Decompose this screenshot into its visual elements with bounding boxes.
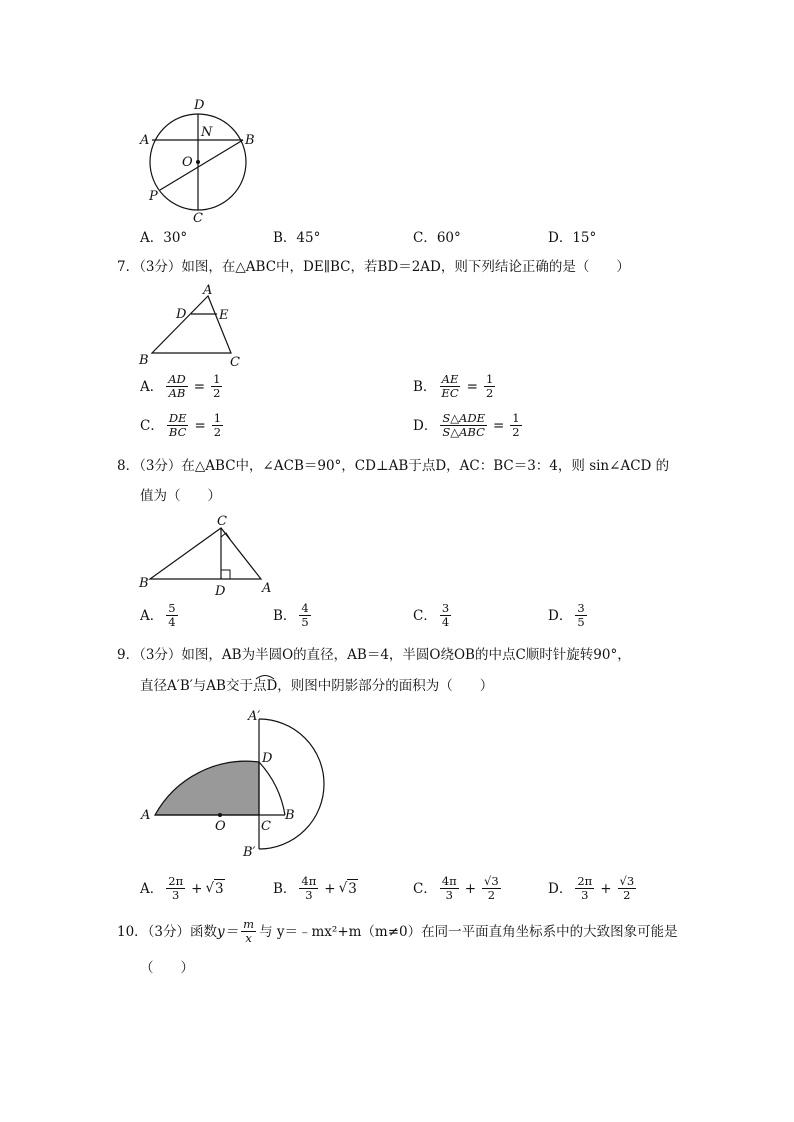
q8-label-A: A [262,581,272,596]
q9-label-B1: B′ [243,845,256,860]
q9-c-rnum: √3 [484,874,499,888]
q9-b-den: 3 [305,888,313,902]
q9-b-root: 3 [348,881,357,897]
q10-rest: 与 y＝﹣mx²+m（m≠0）在同一平面直角坐标系中的大致图象可能是 [259,923,678,940]
q7-b-den: EC [441,386,459,400]
q9-option-d-prefix: D． [548,880,573,897]
q8-option-d[interactable] [548,602,590,629]
q8-c-num: 3 [441,601,450,615]
q8-label-D: D [215,584,226,598]
q9-label-D: D [262,751,273,766]
q8-label-B: B [139,576,149,591]
q8-question-text-line2: 值为（ ） [140,488,221,504]
q6-option-b[interactable]: B．45° [273,230,321,246]
q10-fnum: m [243,917,255,931]
q9-b-plus: + [324,880,336,897]
q7-triangle-figure [135,282,255,370]
q9-label-A1: A′ [248,709,261,724]
q7-question-text: 7．（3分）如图，在△ABC中，DE∥BC，若BD＝2AD，则下列结论正确的是（ ） [117,259,630,275]
q9-a-den: 3 [172,888,180,902]
q8-b-num: 4 [301,601,309,615]
q9-option-b[interactable] [273,875,358,902]
q6-option-c[interactable]: C．60° [413,230,461,246]
q9-d-rnum: √3 [619,874,635,888]
q7-a-num: AD [168,372,186,386]
q9-semicircle-figure [135,706,335,866]
q8-option-a-prefix: A． [140,607,164,624]
q9-a-plus: + [191,880,203,897]
q8-d-num: 3 [577,601,585,615]
q7-option-c-prefix: C． [140,417,164,434]
q9-d-den: 3 [581,888,589,902]
q7-b-rden: 2 [485,386,494,400]
q10-question-text [117,918,678,945]
q7-b-rnum: 1 [485,372,494,386]
q9-option-b-prefix: B． [273,880,297,897]
q7-d-rden: 2 [512,425,520,439]
q8-label-C: C [217,514,227,529]
q6-label-N: N [201,125,213,140]
q6-label-C: C [193,211,203,222]
q6-option-d[interactable]: D．15° [548,230,597,246]
q9-c-num: 4π [441,874,457,888]
q7-option-d-prefix: D． [413,417,438,434]
q7-b-num: AE [441,372,459,386]
q9-a-num: 2π [168,874,184,888]
q9-c-rden: 2 [487,888,496,902]
q8-d-den: 5 [577,615,585,629]
q8-question-text-line1: 8．（3分）在△ABC中，∠ACB＝90°，CD⊥AB于点D，AC：BC＝3：4，则 sin∠ACD 的 [117,458,670,474]
q7-label-B: B [139,353,149,368]
q9-option-d[interactable] [548,875,639,902]
q7-d-num: S△ADE [442,411,485,425]
q7-c-den: BC [168,425,187,439]
q7-option-d[interactable]: D． $\frac{\text{S△ADE}}{\text{S△ABC}}$ = $\frac{1}{2}$ [413,411,520,439]
q7-d-rnum: 1 [512,411,520,425]
q9-b-num: 4π [301,874,317,888]
q9-d-rden: 2 [623,888,631,902]
q7-option-b-prefix: B． [413,378,437,395]
q9-label-O: O [215,819,226,834]
q6-circle-figure [135,92,265,222]
q9-d-num: 2π [577,874,593,888]
q9-option-c[interactable] [413,875,504,902]
q7-option-a-prefix: A． [140,378,164,395]
q8-option-a[interactable] [140,602,181,629]
q7-label-E: E [219,308,229,323]
q7-a-den: AB [168,386,186,400]
sqrt-sign: √ [205,880,215,896]
arc-ab-mark [254,672,276,680]
q10-fden: x [245,931,252,945]
q9-option-a[interactable] [140,875,225,902]
q9-option-c-prefix: C． [413,880,437,897]
q7-option-a[interactable]: A． $\frac{AD}{AB}$ = $\frac{1}{2}$ [140,372,221,400]
q6-label-O: O [182,155,193,170]
q7-label-D: D [176,307,187,322]
q9-a-root: 3 [215,881,224,897]
q7-c-rden: 2 [213,425,222,439]
q9-question-text-line2: 直径A′B′与AB交于点D，则图中阴影部分的面积为（ ） [140,678,494,694]
q7-option-c[interactable]: C． $\frac{DE}{BC}$ = $\frac{1}{2}$ [140,411,222,439]
q8-a-num: 5 [168,601,176,615]
q8-c-den: 4 [441,615,450,629]
q8-option-c[interactable] [413,602,454,629]
q9-question-text-line1: 9．（3分）如图，AB为半圆O的直径，AB＝4，半圆O绕OB的中点C顺时针旋转90°， [117,647,631,663]
sqrt-sign: √ [338,880,348,896]
q7-a-rden: 2 [213,386,221,400]
q7-d-den: S△ABC [442,425,485,439]
q9-label-C: C [261,819,271,834]
q8-a-den: 4 [168,615,176,629]
q10-prefix: 10．（3分）函数 [117,923,218,940]
q6-label-D: D [194,98,205,113]
q9-d-plus: + [600,880,612,897]
q8-right-triangle-figure [135,512,280,598]
q10-y-eq: y＝ [217,923,239,940]
q7-label-A: A [203,283,213,298]
q9-label-B: B [285,808,295,823]
q6-label-B: B [245,133,255,148]
q9-option-a-prefix: A． [140,880,164,897]
q7-a-rnum: 1 [213,372,221,386]
q8-option-d-prefix: D． [548,607,573,624]
q10-question-text-line2: （ ） [140,960,194,976]
q7-option-b[interactable]: B． $\frac{AE}{EC}$ = $\frac{1}{2}$ [413,372,494,400]
q8-option-c-prefix: C． [413,607,437,624]
q9-c-plus: + [464,880,477,897]
q9-c-den: 3 [445,888,453,902]
q8-option-b[interactable] [273,602,314,629]
q6-label-P: P [149,189,158,204]
q8-option-b-prefix: B． [273,607,297,624]
q7-c-rnum: 1 [213,411,222,425]
q7-c-num: DE [168,411,187,425]
q6-label-A: A [140,133,150,148]
q7-label-C: C [230,355,240,370]
q6-option-a[interactable]: A．30° [140,230,188,246]
q9-label-A: A [141,808,151,823]
q8-b-den: 5 [301,615,309,629]
